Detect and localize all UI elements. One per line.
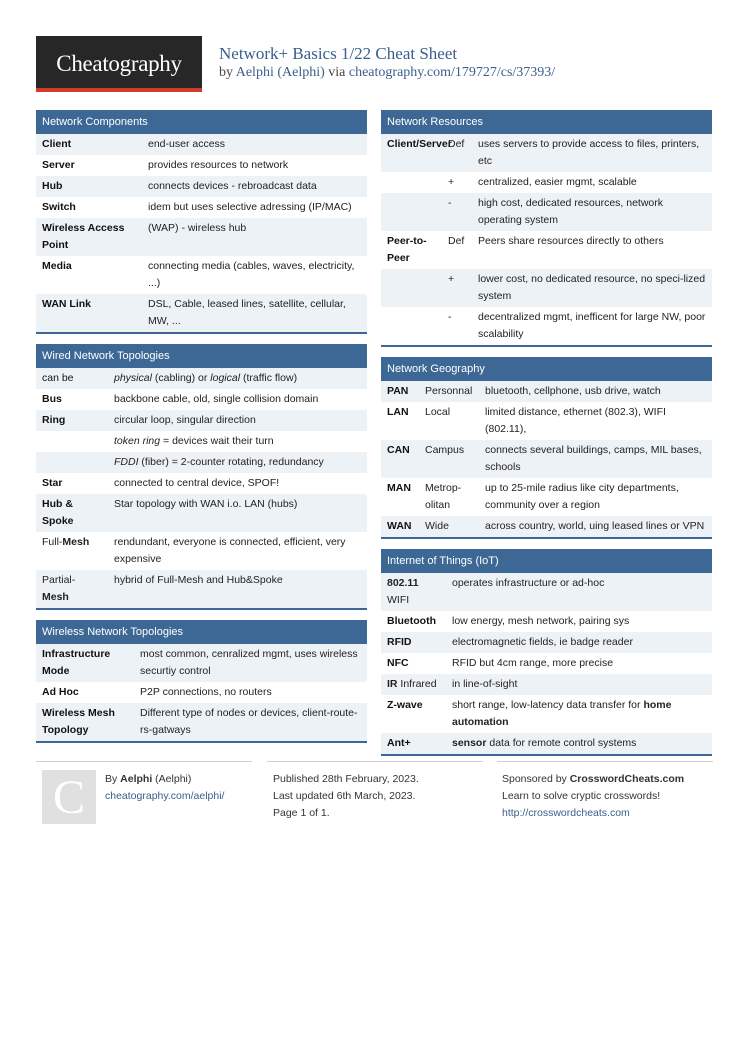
- term: Switch: [42, 201, 76, 213]
- network-geography-section: [381, 357, 712, 539]
- definition: [108, 433, 367, 450]
- term: LAN: [387, 406, 409, 418]
- byline-by: by: [219, 65, 233, 80]
- footer-divider: [497, 761, 713, 762]
- term: CAN: [387, 444, 410, 456]
- right-column: [381, 110, 712, 766]
- table-row: [381, 231, 712, 269]
- term-empty: [36, 433, 108, 450]
- text: WIFI: [387, 594, 410, 606]
- page-title: Network+ Basics 1/22 Cheat Sheet: [219, 44, 458, 63]
- term: [36, 534, 108, 568]
- sponsor-link[interactable]: http://crosswordcheats.com: [502, 807, 630, 819]
- table-row: [381, 695, 712, 733]
- definition: low energy, mesh network, pairing sys: [452, 615, 630, 627]
- term: Z-wave: [387, 699, 423, 711]
- table-row: [36, 218, 367, 256]
- section-heading: Network Geography: [381, 357, 712, 381]
- table-row: [36, 176, 367, 197]
- definition: provides resources to network: [148, 159, 289, 171]
- table-row: [36, 134, 367, 155]
- term: WAN Link: [42, 298, 91, 310]
- definition: up to 25-mile radius like city departments, community over a region: [485, 482, 679, 511]
- definition: [108, 370, 367, 387]
- type: -: [448, 197, 452, 209]
- definition: connects devices - rebroadcast data: [148, 180, 317, 192]
- sponsor-line: [502, 771, 684, 788]
- bold-text: 802.11: [387, 577, 419, 589]
- text: Partial-: [42, 574, 76, 586]
- definition: limited distance, ethernet (802.3), WIFI (802.11),: [485, 406, 666, 435]
- definition: [108, 454, 367, 471]
- text: Full-: [42, 536, 63, 548]
- term: [381, 309, 442, 343]
- definition: decentralized mgmt, inefficent for large NW, poor scalability: [478, 311, 706, 340]
- table-row: [381, 611, 712, 632]
- type: -: [448, 311, 452, 323]
- cheatography-logo[interactable]: [36, 36, 202, 92]
- sponsor-name[interactable]: CrosswordCheats.com: [569, 773, 685, 785]
- definition: Different type of nodes or devices, client-route-rs-gatways: [140, 707, 358, 736]
- definition: circular loop, singular direction: [114, 414, 256, 426]
- author-line: [105, 771, 224, 788]
- term: [36, 572, 108, 606]
- table-row: [36, 532, 367, 570]
- text: (cabling) or: [151, 372, 211, 384]
- text: Infrared: [397, 678, 437, 690]
- term: Ant+: [387, 737, 411, 749]
- sheet-url-link[interactable]: cheatography.com/179727/cs/37393/: [348, 65, 556, 80]
- term: Wireless Mesh Topology: [42, 707, 115, 736]
- definition: lower cost, no dedicated resource, no speci-lized system: [478, 273, 706, 302]
- definition: connecting media (cables, waves, electricity, ...): [148, 260, 355, 289]
- table-row: [381, 402, 712, 440]
- bold-text: sensor: [452, 737, 487, 749]
- term: Client: [42, 138, 72, 150]
- text: short range, low-latency data transfer for: [452, 699, 644, 711]
- text: (traffic flow): [240, 372, 298, 384]
- term: Bluetooth: [387, 615, 436, 627]
- italic-term: physical: [114, 372, 152, 384]
- definition: centralized, easier mgmt, scalable: [478, 176, 637, 188]
- term: can be: [42, 372, 74, 384]
- term: MAN: [387, 482, 411, 494]
- definition: P2P connections, no routers: [140, 686, 272, 698]
- term: Server: [42, 159, 75, 171]
- author-name[interactable]: Aelphi: [120, 773, 153, 785]
- footer-divider: [267, 761, 483, 762]
- table-row: [36, 644, 367, 682]
- author-avatar[interactable]: [42, 770, 96, 824]
- logo-text: Cheatography: [56, 51, 182, 76]
- definition: rendundant, everyone is connected, efficient, very expensive: [114, 536, 346, 565]
- network-resources-section: [381, 110, 712, 347]
- page-count: Page 1 of 1.: [273, 807, 330, 819]
- text: = devices wait their turn: [160, 435, 274, 447]
- table-row: [381, 653, 712, 674]
- footer-divider: [36, 761, 252, 762]
- footer-author: [105, 771, 224, 805]
- definition: idem but uses selective adressing (IP/MAC): [148, 201, 352, 213]
- published-date: Published 28th February, 2023.: [273, 773, 419, 785]
- wired-topologies-section: [36, 344, 367, 610]
- definition: connects several buildings, camps, MIL bases, schools: [485, 444, 702, 473]
- definition: Peers share resources directly to others: [478, 235, 664, 247]
- term: Hub: [42, 180, 63, 192]
- italic-term: token ring: [114, 435, 161, 447]
- table-row: [36, 410, 367, 431]
- author-link[interactable]: Aelphi (Aelphi): [235, 65, 325, 80]
- type: Wide: [425, 520, 449, 532]
- text: By: [105, 773, 121, 785]
- bold-text: home automation: [452, 699, 672, 728]
- term: WAN: [387, 520, 412, 532]
- term: Wireless Access Point: [42, 222, 125, 251]
- bold-text: IR: [387, 678, 398, 690]
- definition: bluetooth, cellphone, usb drive, watch: [485, 385, 661, 397]
- italic-term: FDDI: [114, 456, 139, 468]
- term: PAN: [387, 385, 409, 397]
- type: +: [448, 273, 455, 285]
- table-row: [36, 570, 367, 608]
- definition: end-user access: [148, 138, 226, 150]
- term: NFC: [387, 657, 409, 669]
- table-row: [381, 632, 712, 653]
- table-row: [381, 440, 712, 478]
- term: Star: [42, 477, 63, 489]
- term: [381, 271, 442, 305]
- left-column: [36, 110, 367, 753]
- type: +: [448, 176, 455, 188]
- table-row: [381, 134, 712, 172]
- definition: (WAP) - wireless hub: [148, 222, 247, 234]
- section-heading: Wired Network Topologies: [36, 344, 367, 368]
- definition: connected to central device, SPOF!: [114, 477, 280, 489]
- iot-section: [381, 549, 712, 756]
- definition: in line-of-sight: [452, 678, 518, 690]
- definition: [446, 735, 712, 752]
- definition: Star topology with WAN i.o. LAN (hubs): [114, 498, 298, 510]
- section-heading: Network Resources: [381, 110, 712, 134]
- table-row: [381, 516, 712, 537]
- table-row: [36, 452, 367, 473]
- footer-sponsor: [502, 771, 684, 822]
- definition: electromagnetic fields, ie badge reader: [452, 636, 633, 648]
- table-row: [36, 294, 367, 332]
- bold-text: Mesh: [62, 536, 90, 548]
- table-row: [36, 389, 367, 410]
- definition: [446, 697, 712, 731]
- definition: high cost, dedicated resources, network operating system: [478, 197, 664, 226]
- updated-date: Last updated 6th March, 2023.: [273, 790, 416, 802]
- term: Hub & Spoke: [42, 498, 74, 527]
- term: Infrastructure Mode: [42, 648, 111, 677]
- table-row: [381, 478, 712, 516]
- byline-via: via: [328, 65, 346, 80]
- term: [381, 174, 442, 191]
- table-row: [36, 256, 367, 294]
- table-row: [36, 155, 367, 176]
- table-row: [36, 197, 367, 218]
- author-profile-link[interactable]: cheatography.com/aelphi/: [105, 790, 225, 802]
- logo-accent-bar: [36, 88, 202, 92]
- type: Local: [425, 406, 451, 418]
- table-row: [36, 682, 367, 703]
- table-row: [381, 172, 712, 193]
- bold-text: Mesh: [42, 591, 69, 603]
- term: Media: [42, 260, 72, 272]
- network-components-section: [36, 110, 367, 334]
- term: Ring: [42, 414, 66, 426]
- avatar-letter: C: [52, 770, 85, 824]
- definition: RFID but 4cm range, more precise: [452, 657, 614, 669]
- term: Bus: [42, 393, 62, 405]
- type: Def: [448, 235, 465, 247]
- term-empty: [36, 454, 108, 471]
- text: data for remote control systems: [486, 737, 637, 749]
- sponsor-tagline: Learn to solve cryptic crosswords!: [502, 790, 661, 802]
- definition: DSL, Cable, leased lines, satellite, cellular, MW, ...: [148, 298, 346, 327]
- definition: operates infrastructure or ad-hoc: [452, 577, 605, 589]
- text: Sponsored by: [502, 773, 570, 785]
- term: Client/Server: [387, 138, 452, 150]
- definition: backbone cable, old, single collision domain: [114, 393, 319, 405]
- table-row: [381, 381, 712, 402]
- table-row: [381, 733, 712, 754]
- italic-term: logical: [210, 372, 241, 384]
- byline: [219, 65, 555, 81]
- section-heading: Wireless Network Topologies: [36, 620, 367, 644]
- table-row: [381, 307, 712, 345]
- table-row: [36, 431, 367, 452]
- footer-dates: [273, 771, 419, 822]
- definition: hybrid of Full-Mesh and Hub&Spoke: [114, 574, 283, 586]
- type: Personnal: [425, 385, 473, 397]
- table-row: [381, 193, 712, 231]
- term: Ad Hoc: [42, 686, 79, 698]
- term: [381, 195, 442, 229]
- term: [381, 575, 446, 609]
- text: (Aelphi): [152, 773, 192, 785]
- type: Def: [448, 138, 465, 150]
- definition: uses servers to provide access to files, printers, etc: [478, 138, 700, 167]
- table-row: [36, 703, 367, 741]
- definition: across country, world, uing leased lines or VPN: [485, 520, 705, 532]
- table-row: [381, 674, 712, 695]
- table-row: [36, 368, 367, 389]
- type: Campus: [425, 444, 465, 456]
- term: Peer-to-Peer: [387, 235, 427, 264]
- table-row: [381, 573, 712, 611]
- term: [381, 676, 446, 693]
- section-heading: Network Components: [36, 110, 367, 134]
- section-heading: Internet of Things (IoT): [381, 549, 712, 573]
- table-row: [36, 473, 367, 494]
- definition: most common, cenralized mgmt, uses wireless securtiy control: [140, 648, 358, 677]
- wireless-topologies-section: [36, 620, 367, 743]
- type: Metrop-olitan: [425, 482, 462, 511]
- text: (fiber) = 2-counter rotating, redundancy: [138, 456, 324, 468]
- table-row: [36, 494, 367, 532]
- table-row: [381, 269, 712, 307]
- term: RFID: [387, 636, 412, 648]
